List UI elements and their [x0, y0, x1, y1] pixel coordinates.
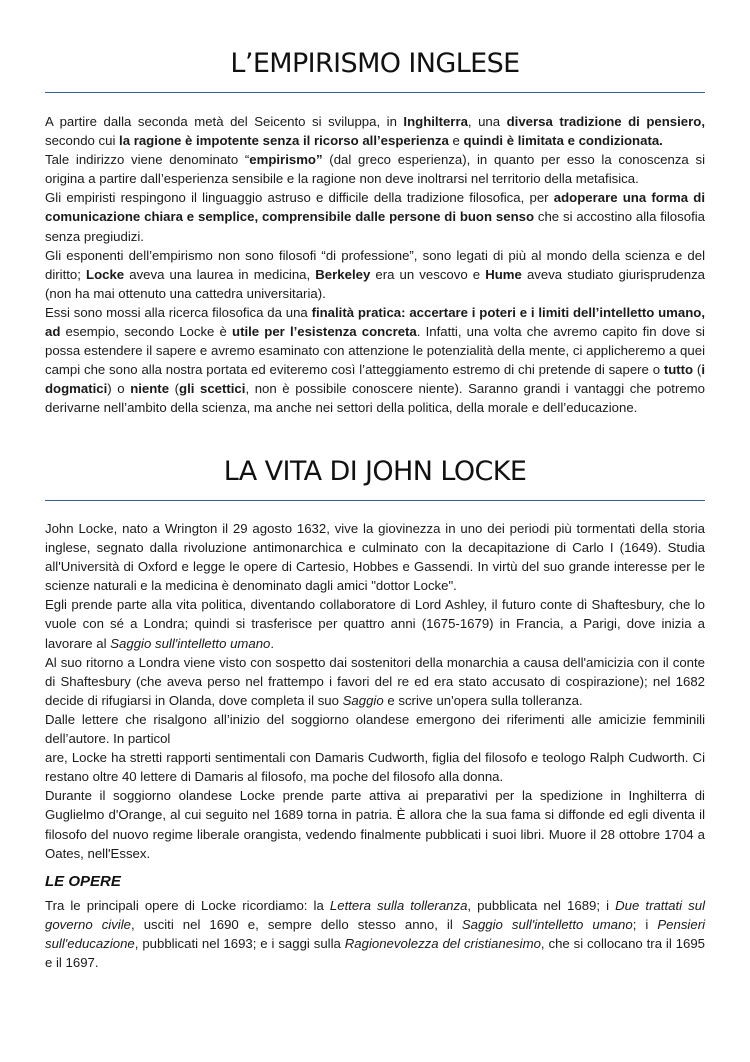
text-run: Durante il soggiorno olandese Locke prende parte attiva ai preparativi per la spedizione in Inghilterra di Guglielmo d'Orange, al cui seguito nel 1689 torna in patria. È allora che la sua fama si diffonde ed egli diventa il filosofo del nuovo regime liberale orangista, vedendo finalmente pubblicati i suoi libri. Muore il 28 ottobre 1704 a Oates, nell'Essex. — [45, 788, 705, 861]
text-run: ) o — [107, 381, 131, 397]
vita-locke-body — [45, 519, 705, 863]
paragraph — [45, 246, 705, 303]
italic-title: Lettera sulla tolleranza — [329, 898, 468, 913]
text-run: . — [270, 635, 275, 651]
title-underline — [45, 92, 705, 93]
text-run: esempio, secondo Locke è — [60, 324, 233, 340]
text-run: Al suo ritorno a Londra viene visto con sospetto dai sostenitori della monarchia a causa dell'amicizia con il conte di Shaftesbury (che aveva perso nel frattempo i favori del re ed era stato accusato di cospirazione); nel 1682 decide di rifugiarsi in Olanda, dove completa il suo — [45, 654, 705, 708]
bold-text: empirismo” — [249, 152, 323, 168]
section-title-empirismo: L’EMPIRISMO INGLESE — [230, 48, 520, 79]
text-run: che si accostino alla filosofia senza pregiudizi. — [45, 209, 705, 244]
text-run: , una — [467, 114, 507, 129]
italic-title: Ragionevolezza del cristianesimo — [344, 936, 541, 952]
bold-text: ad — [45, 324, 61, 340]
bold-text: la ragione è impotente senza il ricorso all’esperienza — [119, 133, 449, 149]
italic-title: Due trattati sul governo civile — [45, 898, 705, 933]
text-run: Tale indirizzo viene denominato “ — [45, 152, 250, 168]
text-run: Egli prende parte alla vita politica, diventando collaboratore di Lord Ashley, il futuro conte di Shaftesbury, che lo vuole con sé a Londra; quindi si trasferisce per quattro anni (1675-1679) in Francia, a Parigi, dove inizia a lavorare al — [45, 597, 705, 651]
bold-text: gli scettici — [179, 381, 246, 397]
text-run: A partire dalla seconda metà del Seicento si sviluppa, in — [45, 114, 404, 129]
bold-text: adoperare una forma di comunicazione chiara e semplice, comprensibile dalle persone di buon senso — [45, 190, 705, 225]
bold-text: Hume — [485, 266, 522, 282]
italic-title: Saggio sull'intelletto umano — [461, 917, 633, 933]
text-run: , che si collocano tra il 1695 e il 1697. — [45, 936, 705, 971]
paragraph — [45, 748, 705, 786]
text-run: Tra le principali opere di Locke ricordiamo: la — [45, 898, 330, 913]
section-title-opere: LE OPERE — [45, 873, 121, 890]
text-run: ( — [169, 381, 180, 397]
text-run: (dal greco esperienza), in quanto per esso la conoscenza si origina a partire dall’esperienza sensibile e la ragione non deve inoltrarsi nel territorio della metafisica. — [45, 152, 705, 187]
text-run: . Infatti, una volta che avremo capito fin dove si possa estendere il sapere e avremo esaminato con attenzione le potenzialità della mente, ci applicheremo a quei campi che sono alla nostra portata ed eviteremo così l’atteggiamento estremo di chi pretende di sapere o — [45, 324, 705, 378]
italic-title: Saggio — [342, 692, 384, 708]
bold-text: quindi è limitata e condizionata. — [463, 133, 663, 149]
text-run: Dalle lettere che risalgono all’inizio del soggiorno olandese emergono dei riferimenti alle amicizie femminili dell’autore. In particol — [45, 711, 705, 747]
text-run: , pubblicati nel 1693; e i saggi sulla — [134, 936, 345, 952]
paragraph — [45, 595, 705, 652]
text-run: John Locke, nato a Wrington il 29 agosto 1632, vive la giovinezza in uno dei periodi più tormentati della storia inglese, segnato dalla rivoluzione antimonarchica e culminato con la decapitazione di Carlo I (1649). Studia all'Università di Oxford e legge le opere di Cartesio, Hobbes e Gassendi. In virtù del suo grande interesse per le scienze naturali e la medicina è denominato dagli amici "dottor Locke". — [45, 521, 705, 594]
bold-text: tutto — [663, 362, 694, 378]
text-run: Gli empiristi respingono il linguaggio astruso e difficile della tradizione filosofica, per — [45, 190, 554, 206]
paragraph — [45, 786, 705, 862]
paragraph — [45, 150, 705, 188]
title-underline — [45, 500, 705, 501]
text-run: aveva studiato giurisprudenza (non ha mai ottenuto una cattedra universitaria). — [45, 266, 706, 301]
text-run: are, Locke ha stretti rapporti sentimentali con Damaris Cudworth, figlia del filosofo e teologo Ralph Cudworth. Ci restano oltre 40 lettere di Damaris al filosofo, ma poche del filosofo alla donna. — [45, 750, 705, 785]
text-run: e — [448, 133, 464, 149]
text-run: ; i — [632, 917, 658, 933]
text-run: e scrive un'opera sulla tolleranza. — [383, 692, 583, 708]
bold-text: utile per l’esistenza concreta — [232, 324, 417, 340]
italic-title: Pensieri sull'educazione — [45, 917, 706, 952]
text-run: , non è possibile conoscere niente). Saranno grandi i vantaggi che potremo derivarne nell’ambito della scienza, ma anche nei settori della politica, della morale e dell’educazione. — [45, 381, 705, 416]
opere-body — [45, 896, 705, 972]
bold-text: diversa tradizione di pensiero, — [506, 114, 705, 129]
paragraph — [45, 303, 705, 418]
paragraph — [45, 112, 705, 150]
bold-text: finalità pratica: accertare i poteri e i limiti dell’intelletto umano, — [311, 304, 705, 320]
bold-text: Locke — [86, 266, 125, 282]
section-title-vita-locke: LA VITA DI JOHN LOCKE — [223, 456, 527, 487]
paragraph — [45, 710, 705, 748]
text-run: , pubblicata nel 1689; i — [467, 898, 616, 913]
paragraph — [45, 896, 705, 972]
text-run: ( — [693, 362, 702, 378]
bold-text: Inghilterra — [403, 114, 468, 129]
italic-title: Saggio sull'intelletto umano — [110, 635, 271, 651]
paragraph — [45, 519, 705, 595]
text-run: , usciti nel 1690 e, sempre dello stesso anno, il — [131, 917, 462, 933]
empirismo-body — [45, 112, 705, 418]
text-run: Gli esponenti dell’empirismo non sono filosofi “di professione”, sono legati di più al mondo della scienza e del diritto; — [45, 247, 705, 282]
text-run: secondo cui — [45, 133, 120, 149]
bold-text: niente — [130, 381, 170, 397]
text-run: era un vescovo e — [370, 266, 486, 282]
paragraph — [45, 188, 705, 245]
text-run: Essi sono mossi alla ricerca filosofica da una — [45, 304, 312, 320]
bold-text: Berkeley — [315, 266, 371, 282]
bold-text: i dogmatici — [45, 362, 705, 397]
text-run: aveva una laurea in medicina, — [124, 266, 316, 282]
paragraph — [45, 653, 705, 710]
